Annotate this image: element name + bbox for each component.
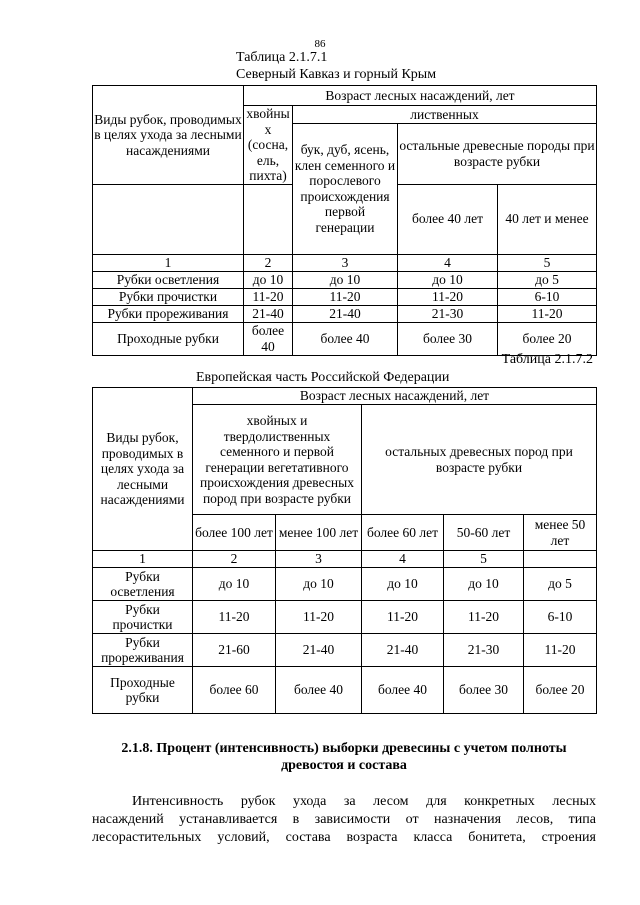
table-row — [93, 288, 597, 305]
cell: Рубки осветления — [93, 271, 244, 288]
cell: до 5 — [498, 271, 597, 288]
paragraph-line: насаждений устанавливается в зависимости от назначения лесов, типа — [92, 812, 596, 827]
table1-region: Северный Кавказ и горный Крым — [236, 67, 437, 82]
cell: 6-10 — [498, 288, 597, 305]
cell: более 20 — [498, 322, 597, 355]
cell: Рубки прореживания — [93, 305, 244, 322]
cell: Проходные рубки — [93, 322, 244, 355]
cell: 21-40 — [244, 305, 293, 322]
cell: более 40 — [244, 322, 293, 355]
cell: Рубки осветления — [93, 568, 193, 601]
table1-caption: Таблица 2.1.7.1 — [236, 50, 328, 65]
table-row — [93, 322, 597, 355]
header-conifer-cont — [244, 184, 293, 254]
header-50-60: 50-60 лет — [444, 515, 524, 551]
column-number: 3 — [276, 551, 362, 568]
header-under-50: менее 50 лет — [524, 515, 597, 551]
paragraph-line: лесорастительных условий, состава возраста класса бонитета, строения — [92, 830, 596, 845]
cell: до 5 — [524, 568, 597, 601]
column-number: 1 — [93, 254, 244, 271]
table-row — [93, 271, 597, 288]
header-cut-types-cont — [93, 184, 244, 254]
section-heading: 2.1.8. Процент (интенсивность) выборки древесины с учетом полноты древостоя и состава — [121, 741, 567, 773]
table-row — [93, 667, 597, 714]
cell: более 40 — [293, 322, 398, 355]
header-age: Возраст лесных насаждений, лет — [244, 86, 597, 106]
cell: до 10 — [276, 568, 362, 601]
header-under-40: 40 лет и менее — [498, 184, 597, 254]
header-other-species: остальные древесные породы при возрасте рубки — [398, 124, 597, 185]
cell: 11-20 — [193, 601, 276, 634]
cell: более 30 — [444, 667, 524, 714]
cell: 11-20 — [398, 288, 498, 305]
cell: Рубки прореживания — [93, 634, 193, 667]
header-deciduous: лиственных — [293, 106, 597, 124]
table-row — [93, 305, 597, 322]
table-row — [93, 601, 597, 634]
header-under-100: менее 100 лет — [276, 515, 362, 551]
cell: 6-10 — [524, 601, 597, 634]
cell: до 10 — [244, 271, 293, 288]
cell: до 10 — [362, 568, 444, 601]
header-conifer: хвойны х (сосна, ель, пихта) — [244, 106, 293, 185]
cell: 11-20 — [444, 601, 524, 634]
paragraph-line: Интенсивность рубок ухода за лесом для конкретных лесных — [132, 794, 596, 809]
body-paragraph — [92, 793, 596, 847]
cell: до 10 — [293, 271, 398, 288]
page-number: 86 — [314, 38, 326, 50]
cell: более 20 — [524, 667, 597, 714]
cell: 21-40 — [293, 305, 398, 322]
column-number: 4 — [362, 551, 444, 568]
column-numbers-row — [93, 254, 597, 271]
column-number: 2 — [193, 551, 276, 568]
cell: до 10 — [193, 568, 276, 601]
cell: более 30 — [398, 322, 498, 355]
cell: до 10 — [398, 271, 498, 288]
column-number: 4 — [398, 254, 498, 271]
cell: 21-30 — [398, 305, 498, 322]
column-number: 1 — [93, 551, 193, 568]
table2-region: Европейская часть Российской Федерации — [196, 370, 450, 385]
cell: 11-20 — [498, 305, 597, 322]
header-over-100: более 100 лет — [193, 515, 276, 551]
cell: Рубки прочистки — [93, 601, 193, 634]
cell: 11-20 — [524, 634, 597, 667]
cell: Проходные рубки — [93, 667, 193, 714]
cell: 21-40 — [276, 634, 362, 667]
cell: более 40 — [362, 667, 444, 714]
cell: Рубки прочистки — [93, 288, 244, 305]
cell: 11-20 — [362, 601, 444, 634]
column-number: 3 — [293, 254, 398, 271]
table-row — [93, 568, 597, 601]
cell: 11-20 — [293, 288, 398, 305]
header-other-species: остальных древесных пород при возрасте рубки — [362, 405, 597, 515]
column-number: 5 — [444, 551, 524, 568]
column-number: 2 — [244, 254, 293, 271]
cell: более 60 — [193, 667, 276, 714]
header-cut-types: Виды рубок, проводимых в целях ухода за лесными насаждениями — [93, 388, 193, 551]
column-numbers-row — [93, 551, 597, 568]
header-over-60: более 60 лет — [362, 515, 444, 551]
column-number — [524, 551, 597, 568]
table-north-caucasus — [92, 85, 597, 356]
table-european-part — [92, 387, 597, 714]
cell: более 40 — [276, 667, 362, 714]
cell: 21-30 — [444, 634, 524, 667]
column-number: 5 — [498, 254, 597, 271]
header-age: Возраст лесных насаждений, лет — [193, 388, 597, 405]
table-row — [93, 634, 597, 667]
cell: 11-20 — [276, 601, 362, 634]
cell: 11-20 — [244, 288, 293, 305]
header-cut-types: Виды рубок, проводимых в целях ухода за лесными насаждениями — [93, 86, 244, 185]
cell: 21-60 — [193, 634, 276, 667]
header-conifer-hardwood: хвойных и твердолиственных семенного и первой генерации вегетативного происхождения древесных пород при возрасте рубки — [193, 405, 362, 515]
cell: 21-40 — [362, 634, 444, 667]
cell: до 10 — [444, 568, 524, 601]
header-over-40: более 40 лет — [398, 184, 498, 254]
table2-caption: Таблица 2.1.7.2 — [501, 352, 593, 367]
header-hardwood: бук, дуб, ясень, клен семенного и порослевого происхождения первой генерации — [293, 124, 398, 255]
